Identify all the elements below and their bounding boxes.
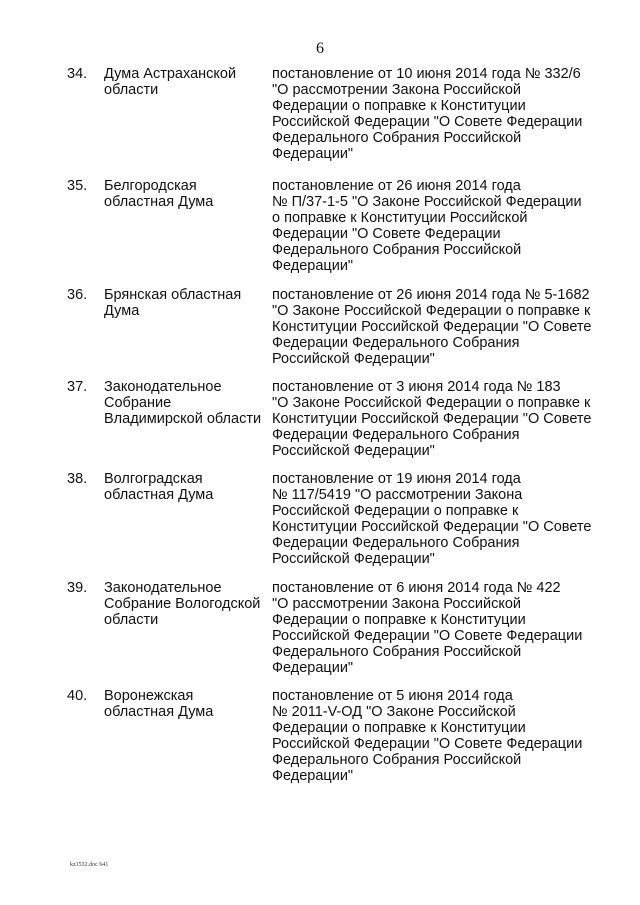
entry-number: 35. xyxy=(67,178,88,194)
decree-text: постановление от 10 июня 2014 года № 332/6 "О рассмотрении Закона Российской Федерации о поправке к Конституции Российской Федерации "О Совете Федерации Федерального Собрания Российской Федерации" xyxy=(272,66,583,162)
decree-text: постановление от 19 июня 2014 года № 117/5419 "О рассмотрении Закона Российской Федерации о поправке к Конституции Российской Федерации "О Совете Федерации Федерального Собрания Российской Федерации" xyxy=(272,471,592,567)
legislative-body: Воронежская областная Дума xyxy=(104,688,214,720)
decree-text: постановление от 26 июня 2014 года № 5-1682 "О Законе Российской Федерации о поправке к Конституции Российской Федерации "О Совете Федерации Федерального Собрания Российской Федерации" xyxy=(272,287,592,367)
document-footer: kz1532.doc 641 xyxy=(70,862,109,868)
page-number: 6 xyxy=(316,40,324,57)
legislative-body: Законодательное Собрание Вологодской области xyxy=(104,580,261,628)
entry-number: 36. xyxy=(67,287,88,303)
decree-text: постановление от 6 июня 2014 года № 422 "О рассмотрении Закона Российской Федерации о поправке к Конституции Российской Федерации "О Совете Федерации Федерального Собрания Российской Федерации" xyxy=(272,580,583,676)
entry-number: 37. xyxy=(67,379,88,395)
decree-text: постановление от 5 июня 2014 года № 2011-V-ОД "О Законе Российской Федерации о поправке к Конституции Российской Федерации "О Совете Федерации Федерального Собрания Российской Федерации" xyxy=(272,688,583,784)
entry-number: 39. xyxy=(67,580,88,596)
legislative-body: Дума Астраханской области xyxy=(104,66,237,98)
entry-number: 34. xyxy=(67,66,88,82)
legislative-body: Волгоградская областная Дума xyxy=(104,471,214,503)
legislative-body: Законодательное Собрание Владимирской области xyxy=(104,379,262,427)
legislative-body: Брянская областная Дума xyxy=(104,287,242,319)
entry-number: 38. xyxy=(67,471,88,487)
decree-text: постановление от 3 июня 2014 года № 183 "О Законе Российской Федерации о поправке к Конституции Российской Федерации "О Совете Федерации Федерального Собрания Российской Федерации" xyxy=(272,379,592,459)
entry-number: 40. xyxy=(67,688,88,704)
legislative-body: Белгородская областная Дума xyxy=(104,178,214,210)
decree-text: постановление от 26 июня 2014 года № П/37-1-5 "О Законе Российской Федерации о поправке к Конституции Российской Федерации "О Совете Федерации Федерального Собрания Российской Федерации" xyxy=(272,178,582,274)
